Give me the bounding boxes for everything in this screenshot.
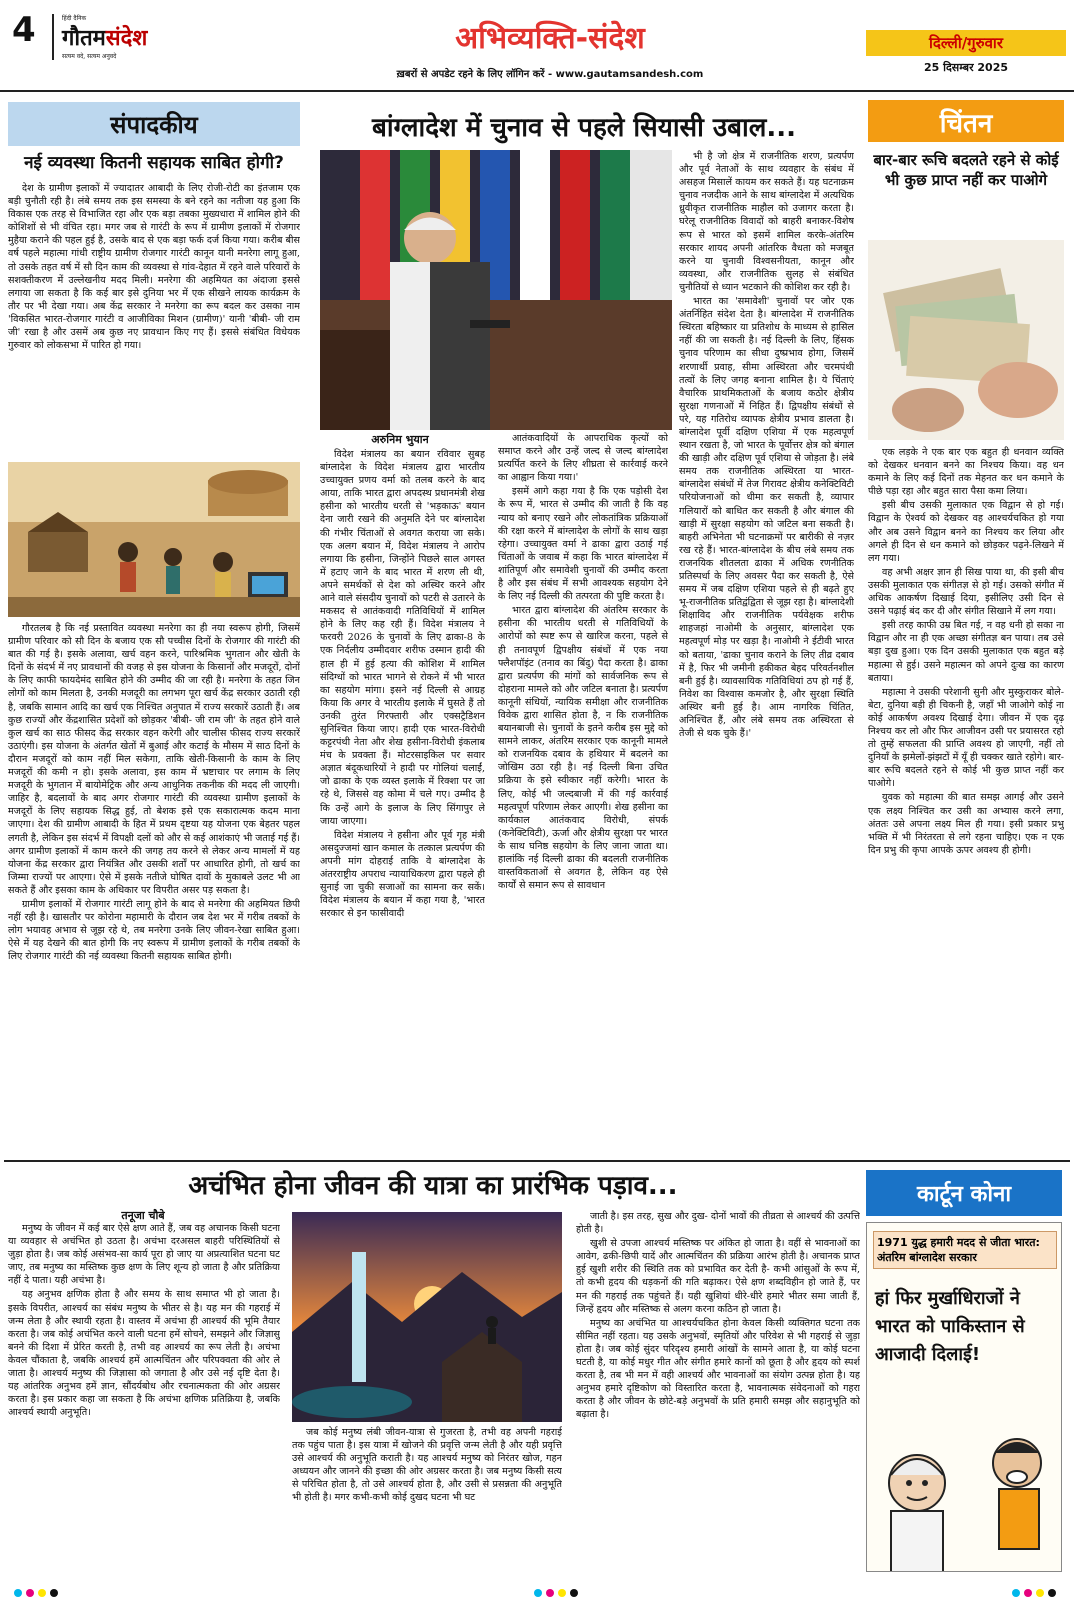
money-photo <box>868 240 1064 440</box>
dateline <box>866 30 1066 75</box>
cartoon-caption: 1971 युद्ध हमारी मदद से जीता भारत: अंतरिम बांग्लादेश सरकार <box>873 1231 1057 1269</box>
page-number: 4 <box>12 10 36 50</box>
edition-title: अभिव्यक्ति-संदेश <box>455 21 645 56</box>
cartoon-characters-image <box>867 1423 1062 1572</box>
lead-headline: बांग्लादेश में चुनाव से पहले सियासी उबाल... <box>371 113 797 143</box>
currency-notes-image <box>868 240 1064 440</box>
lead-column-2: आतंकवादियों के आपराधिक कृत्यों को समाप्त करने और उन्हें जल्द से जल्द बांग्लादेश प्रत्यर्पित करने के लिए शीघ्रता से कार्रवाई करने का आह्वान किया गया।' इसमें आगे कहा गया है कि एक पड़ोसी देश के रूप में, भारत से उम्मीद की जाती है कि वह न्याय को बनाए रखने और लोकतांत्रिक प्रक्रियाओं की रक्षा करने में बांग्लादेश के लोगों के साथ खड़ा रहेगा। उच्चायुक्त वर्मा ने ढाका द्वारा उठाई गई चिंताओं के जवाब में कहा कि भारत बांग्लादेश में शांतिपूर्ण और समावेशी चुनावों की उम्मीद करता है और इस संबंध में सभी आवश्यक सहयोग देने के लिए नई दिल्ली की तत्परता की पुष्टि करता है। भारत द्वारा बांग्लादेश की अंतरिम सरकार के हसीना की भारतीय धरती से गतिविधियों के आरोपों को स्पष्ट रूप से खारिज करना, पहले से ही तनावपूर्ण द्विपक्षीय संबंधों में एक नया फ्लैशपॉइंट (तनाव का बिंदु) पैदा करता है। ढाका द्वारा प्रत्यर्पण की मांगों को सार्वजनिक रूप से दोहराना मामले को और जटिल बनाता है। प्रत्यर्पण कानूनी संधियों, न्यायिक समीक्षा और राजनीतिक विवेक द्वारा शासित होता है, न कि राजनीतिक बयानबाजी से। चुनावों के इतने करीब इस मुद्दे को सामने लाकर, अंतरिम सरकार एक कानूनी मामले को राजनयिक दबाव के हथियार में बदलने का जोखिम उठा रही है। नई दिल्ली बिना उचित प्रक्रिया के इसे स्वीकार नहीं करेगी। भारत के लिए, कोई भी जल्दबाजी में की गई कार्रवाई महत्वपूर्ण परिणाम लेकर आएगी। शेख हसीना का कार्यकाल आतंकवाद विरोधी, संपर्क (कनेक्टिविटी), ऊर्जा और क्षेत्रीय सुरक्षा पर भारत के साथ घनिष्ठ सहयोग के लिए जाना जाता था। हालांकि नई दिल्ली ढाका की बदलती राजनीतिक वास्तविकताओं से अवगत है, लेकिन वह ऐसे कार्यों से समान रूप से सावधान <box>498 433 668 892</box>
rural-employment-illustration <box>8 462 300 617</box>
lead-column-1: विदेश मंत्रालय का बयान रविवार सुबह बांग्लादेश के विदेश मंत्रालय द्वारा भारतीय उच्चायुक्त प्रणय वर्मा को तलब करने के बाद आया, ताकि भारत द्वारा अपदस्थ प्रधानमंत्री शेख हसीना को भारतीय धरती से 'भड़काऊ' बयान देना जारी रखने की अनुमति देने पर बांग्लादेश की गंभीर चिंताओं से अवगत कराया जा सके। एक अलग बयान में, विदेश मंत्रालय ने आरोप लगाया कि हसीना, जिन्होंने पिछले साल अगस्त में हटाए जाने के बाद भारत में शरण ली थी, अपने समर्थकों से देश को अस्थिर करने और आने वाले संसदीय चुनावों को पटरी से उतारने के मकसद से आतंकवादी गतिविधियों में शामिल होने के लिए कह रही हैं। विदेश मंत्रालय ने फरवरी 2026 के चुनावों के लिए ढाका-8 के एक निर्दलीय उम्मीदवार शरीफ उस्मान हादी की हाल ही में हुई हत्या की कोशिश में शामिल संदिग्धों को भारत भागने से रोकने में भी भारत का सहयोग मांगा। इसने नई दिल्ली से आग्रह किया कि अगर वे भारतीय इलाके में घुसते हैं तो उनकी तुरंत गिरफ्तारी और एक्सट्रैडिशन सुनिश्चित किया जाए। हादी एक भारत-विरोधी कट्टरपंथी नेता और शेख हसीना-विरोधी इंकलाब मंच के प्रवक्ता हैं। मोटरसाइकिल पर सवार अज्ञात बंदूकधारियों ने हादी पर गोलियां चलाईं, जो ढाका के एक व्यस्त इलाके में रिक्शा पर जा रहे थे, जिससे वह कोमा में चले गए। उम्मीद है कि उन्हें आगे के इलाज के लिए सिंगापुर ले जाया जाएगा। विदेश मंत्रालय ने हसीना और पूर्व गृह मंत्री असदुज्जमां खान कमाल के तत्काल प्रत्यर्पण की अपनी मांग दोहराई ताकि वे बांग्लादेश के अंतरराष्ट्रीय अपराध न्यायाधिकरण द्वारा पहले ही सुनाई जा चुकी सजाओं का सामना कर सकें। विदेश मंत्रालय के बयान में कहा गया है, 'भारत सरकार से इन फासीवादी <box>320 449 485 920</box>
lead-photo <box>320 150 672 430</box>
lead-column-3: भी है जो क्षेत्र में राजनीतिक शरण, प्रत्यर्पण और पूर्व नेताओं के साथ व्यवहार के संबंध में असहज मिसालें कायम कर सकते हैं। यह घटनाक्रम चुनाव नजदीक आने के साथ बांग्लादेश में अत्यधिक ध्रुवीकृत राजनीतिक माहौल को उजागर करता है। घरेलू राजनीतिक विवादों को बाहरी बनाकर-विशेष रूप से भारत को इसमें शामिल करके-अंतरिम सरकार शायद अपनी आंतरिक वैधता को मजबूत करने या चुनावी विश्वसनीयता, कानून और व्यवस्था, और राजनीतिक सुलह से संबंधित चुनौतियों से ध्यान भटकाने की कोशिश कर रही है। भारत का 'समावेशी' चुनावों पर जोर एक अंतर्निहित संदेश देता है। बांग्लादेश में राजनीतिक स्थिरता बहिष्कार या प्रतिशोध के माध्यम से हासिल नहीं की जा सकती है। नई दिल्ली के लिए, हिंसक चुनाव परिणाम का सीधा दुष्प्रभाव होगा, जिसमें शरणार्थी प्रवाह, सीमा अस्थिरता और चरमपंथी तत्वों के लिए जगह बनाना शामिल है। ये चिंताएं वैचारिक प्राथमिकताओं के बजाय कठोर क्षेत्रीय सुरक्षा गणनाओं में निहित हैं। द्विपक्षीय संबंधों से परे, यह गतिरोध व्यापक क्षेत्रीय प्रभाव डालता है। बांग्लादेश पूर्वी दक्षिण एशिया में एक महत्वपूर्ण स्थान रखता है, जो भारत के पूर्वोत्तर क्षेत्र को बंगाल की खाड़ी और दक्षिण पूर्व एशिया से जोड़ता है। लंबे समय तक राजनीतिक अस्थिरता या भारत-बांग्लादेश संबंधों में तेज गिरावट क्षेत्रीय कनेक्टिविटी परियोजनाओं को धीमा कर सकती है, व्यापार गलियारों को बाधित कर सकती है और बंगाल की खाड़ी में सुरक्षा सहयोग को जटिल बना सकती है। बाहरी अभिनेता भी घटनाक्रमों पर बारीकी से नज़र रख रहे हैं। भारत-बांग्लादेश के बीच लंबे समय तक राजनयिक शीतलता ढाका में अधिक रणनीतिक प्रतिस्पर्धा के लिए अवसर पैदा कर सकती है, ऐसे समय में जब दक्षिण एशिया पहले से ही बढ़ते हुए भू-राजनीतिक प्रतिद्वंद्विता से जूझ रहा है। बांग्लादेशी शिक्षाविद और राजनीतिक पर्यवेक्षक शरीफ शाहजहां नाओमी के अनुसार, बांग्लादेश एक महत्वपूर्ण मोड़ पर खड़ा है। नाओमी ने ईटीवी भारत को बताया, 'ढाका चुनाव कराने के लिए तीव्र दबाव में है, फिर भी जमीनी हकीकत बेहद परिवर्तनशील बनी हुई है। व्यावसायिक गतिविधियां ठप हो गई हैं, निवेश का विश्वास कमजोर है, और सुरक्षा स्थिति अस्थिर बनी हुई है। आम नागरिक चिंतित, अनिश्चित हैं, और लंबे समय तक अस्थिरता से तेजी से थक चुके हैं।' <box>679 151 854 740</box>
section-divider <box>4 1160 1070 1162</box>
brand-logo <box>52 14 182 60</box>
editorial-body-bottom: गौरतलब है कि नई प्रस्तावित व्यवस्था मनरेगा का ही नया स्वरूप होगी, जिसमें ग्रामीण परिवार को सौ दिन के बजाय एक सौ पच्चीस दिनों के रोजगार की गारंटी की बात की गई है। इसके अलावा, खर्च वहन करने, पारिश्रमिक भुगतान और खेती के दिनों के संदर्भ में नए प्रावधानों की वजह से इस योजना के किसानों और मजदूरों, दोनों के लिए काफी फायदेमंद साबित होने की उम्मीद की जा रही है। मनरेगा के तहत जिन लोगों को काम मिलता है, उनकी मजदूरी का लगभग पूरा खर्च केंद्र सरकार उठाती रही है, जबकि सामान आदि का खर्च एक निश्चित अनुपात में राज्य सरकारें उठाती हैं। अब कुछ राज्यों और केंद्रशासित प्रदेशों को छोड़कर 'बीबी- जी राम जी' के तहत होने वाले कुल खर्च का साठ फीसद केंद्र सरकार वहन करेगी और चालीस फीसद राज्य सरकारें उठाएंगी। इस योजना के अंतर्गत खेतों में बुआई और कटाई के मौसम में साठ दिनों के दौरान मजदूरों को काम नहीं मिल सकेगा, ताकि खेती-किसानी के काम के लिए मजदूरों की कमी न हो। इसके अलावा, इस काम में भ्रष्टाचार पर लगाम के लिए मजदूरी के भुगतान में बायोमेट्रिक और अन्य आधुनिक तकनीक की मदद ली जाएगी। जाहिर है, बदलावों के बाद अगर रोजगार गारंटी की व्यवस्था ग्रामीण इलाकों के मजदूरों के लिए सहायक सिद्ध हुई, तो बेशक इसे एक सकारात्मक कदम माना जाएगा। देश की ग्रामीण आबादी के हित में प्रथम दृष्टया यह योजना एक बेहतर पहल लगती है, लेकिन इस संदर्भ में विपक्षी दलों को और से कई आशंकाएं भी जताई गई हैं। अगर ग्रामीण इलाकों में काम करने की जगह तय करने से लेकर अन्य मामलों में यह योजना केंद्र सरकार द्वारा नियंत्रित और उसकी शर्तों पर आधारित होगी, तो खर्च का जिम्मा राज्यों पर आएगा। ऐसे में इसके नतीजे घोषित दावों के मुकाबले उलट भी आ सकते हैं और इसका काम के अधिकार पर विपरीत असर पड़ सकता है। ग्रामीण इलाकों में रोजगार गारंटी लागू होने के बाद से मनरेगा की अहमियत छिपी नहीं रही है। खासतौर पर कोरोना महामारी के दौरान जब देश भर में गरीब तबकों के लोग भयावह अभाव से जूझ रहे थे, तब मनरेगा उनके लिए जीवन-रेखा साबित हुआ। ऐसे में यह देखने की बात होगी कि नए स्वरूप में ग्रामीण इलाकों के गरीब तबकों के लिए रोजगार गारंटी की नई व्यवस्था कितनी सहायक साबित होगी। <box>8 623 300 963</box>
feature-column-2: जब कोई मनुष्य लंबी जीवन-यात्रा से गुजरता है, तभी वह अपनी गहराई तक पहुंच पाता है। इस यात्रा में खोजने की प्रवृत्ति जन्म लेती है और यही प्रवृत्ति उसे आश्चर्य की अनुभूति कराती है। यह आश्चर्य मनुष्य को निरंतर खोज, गहन अध्ययन और जानने की इच्छा की ओर अग्रसर करता है। जब मनुष्य किसी सत्य से परिचित होता है, तो उसे आश्चर्य होता है, और उसी से प्रसन्नता की अनुभूति भी होती है। मगर कभी-कभी कोई दुखद घटना भी घट <box>292 1427 562 1504</box>
feature-column-1: मनुष्य के जीवन में कई बार ऐसे क्षण आते हैं, जब वह अचानक किसी घटना या व्यवहार से अचंभित हो उठता है। अचंभा दरअसल बाहरी परिस्थितियों से जुड़ा होता है। जब कोई असंभव-सा कार्य पूरा हो जाए या अप्रत्याशित घटना घट जाए, तब मनुष्य का मस्तिष्क कुछ क्षण के लिए शून्य हो जाता है और प्रतिक्रिया नहीं दे पाता। यही अचंभा है। यह अनुभव क्षणिक होता है और समय के साथ समाप्त भी हो जाता है। इसके विपरीत, आश्चर्य का संबंध मनुष्य के भीतर से है। यह मन की गहराई में जन्म लेता है और स्थायी रहता है। वास्तव में अचंभा ही आश्चर्य की भूमि तैयार करता है। जब कोई अचंभित करने वाली घटना हमें सोचने, समझने और जिज्ञासु बनने की दिशा में प्रेरित करती है, तभी वह आश्चर्य का रूप लेती है। अचंभा केवल चौंकाता है, जबकि आश्चर्य हमें आत्मचिंतन और परिपक्वता की ओर ले जाता है। आश्चर्य मनुष्य की जिज्ञासा को जगाता है और उसे नई दृष्टि देता है। यह आंतरिक अनुभव हमें ज्ञान, सौंदर्यबोध और रचनात्मकता की ओर अग्रसर करता है। इस प्रकार कहा जा सकता है कि अचंभा क्षणिक प्रतिक्रिया है, जबकि आश्चर्य स्थायी अनुभूति। <box>8 1223 280 1419</box>
feature-photo <box>292 1212 562 1422</box>
feature-headline: अचंभित होना जीवन की यात्रा का प्रारंभिक पड़ाव... <box>188 1171 678 1201</box>
lead-byline: अरुनिम भुयान <box>371 433 429 446</box>
brand-tagline: सत्यम वदे, सत्यम अनुवदे <box>62 53 117 60</box>
cartoon-panel <box>866 1222 1062 1572</box>
print-registration-marks <box>0 1586 1074 1600</box>
editorial-section-head: संपादकीय <box>8 102 300 146</box>
issue-date: 25 दिसम्बर 2025 <box>923 61 1009 74</box>
editorial-body-top: देश के ग्रामीण इलाकों में ज्यादातर आबादी के लिए रोजी-रोटी का इंतजाम एक बड़ी चुनौती रही है। लंबे समय तक इस समस्या के बने रहने का नतीजा यह हुआ कि विकास एक तरह से विभाजित रहा और एक बड़ा तबका मुख्यधारा में शामिल होने की कोशिशों से भी वंचित रहा। मगर जब से गारंटी के रूप में ग्रामीण इलाकों में रोजगार मुहैया कराने की पहल हुई है, उसके बाद से एक बड़ा फर्क दर्ज किया गया। करीब बीस वर्ष पहले महात्मा गांधी राष्ट्रीय ग्रामीण रोजगार गारंटी कानून यानी मनरेगा लागू हुआ, तो उसके तहत वर्ष में सौ दिन काम की व्यवस्था से गांव-देहात में रहने वाले परिवारों के सशक्तीकरण में उल्लेखनीय मदद मिली। मनरेगा की अहमियत का अंदाजा इससे लगाया जा सकता है कि कई बार इसे दुनिया भर में एक सीखने लायक कार्यक्रम के तौर पर भी देखा गया। अब केंद्र सरकार ने मनरेगा का रूप बदल कर उसका नाम 'विकसित भारत-रोजगार गारंटी व आजीविका मिशन (ग्रामीण)' यानी 'बीबी- जी राम जी' रखा है और उसमें अब कुछ नए प्रावधान किए गए हैं। इससे संबंधित विधेयक गुरुवार को लोकसभा में पारित हो गया। <box>8 183 300 352</box>
editorial-title: नई व्यवस्था कितनी सहायक साबित होगी? <box>24 153 284 173</box>
city-day: दिल्ली/गुरुवार <box>866 30 1066 56</box>
feature-byline: तनूजा चौबे <box>121 1209 165 1222</box>
chintan-title: बार-बार रूचि बदलते रहने से कोई भी कुछ प्राप्त नहीं कर पाओगे <box>873 151 1059 189</box>
chintan-body: एक लड़के ने एक बार एक बहुत ही धनवान व्यक्ति को देखकर धनवान बनने का निश्चय किया। वह धन कमाने के लिए कई दिनों तक मेहनत कर धन कमाने के पीछे पड़ा रहा और बहुत सारा पैसा कमा लिया। इसी बीच उसकी मुलाकात एक विद्वान से हो गई। विद्वान के ऐश्वर्य को देखकर वह आश्चर्यचकित हो गया और अब उसने विद्वान बनने का निश्चय कर लिया और अगले ही दिन से धन कमाने को छोड़कर पढ़ने-लिखने में लग गया। वह अभी अक्षर ज्ञान ही सिख पाया था, की इसी बीच उसकी मुलाकात एक संगीतज्ञ से हो गई। उसको संगीत में अधिक आकर्षण दिखाई दिया, इसीलिए उसी दिन से उसने पढ़ाई बंद कर दी और संगीत सिखाने में लग गया। इसी तरह काफी उम्र बित गई, न वह धनी हो सका ना विद्वान और ना ही एक अच्छा संगीतज्ञ बन पाया। तब उसे बड़ा दुख हुआ। एक दिन उसकी मुलाकात एक बहुत बड़े महात्मा से हुई। उसने महात्मन को अपने दुःख का कारण बताया। महात्मा ने उसकी परेशानी सुनी और मुस्कुराकर बोले- बेटा, दुनिया बड़ी ही चिकनी है, जहाँ भी जाओगे कोई ना कोई आकर्षण अवश्य दिखाई देगा। जीवन में एक दृढ़ निश्चय कर लो और फिर आजीवन उसी पर प्रयासरत रहो तो तुम्हें सफलता की प्राप्ति अवश्य हो जाएगी, नहीं तो दुनियाँ के झमेलों-झंझटों में यूँ ही चक्कर खाते रहोगे। बार-बार रूचि बदलते रहने से कोई भी कुछ प्राप्त नहीं कर पाओगे। युवक को महात्मा की बात समझ आगई और उसने एक लक्ष्य निश्चित कर उसी का अभ्यास करने लगा, अंततः उसे अपना लक्ष्य मिल ही गया। इसी प्रकार प्रभु भक्ति में भी निरंतरता से लगे रहना चाहिए। एक न एक दिन प्रभु की कृपा आपके ऊपर अवश्य ही होगी। <box>868 447 1064 856</box>
brand-name: गौतमसंदेश <box>62 26 148 51</box>
rural-work-scene-image <box>8 462 300 617</box>
cartoon-section-head: कार्टून कोना <box>866 1170 1062 1216</box>
speaker-podium-photo <box>320 150 672 430</box>
chintan-section-head: चिंतन <box>868 100 1064 142</box>
masthead <box>0 0 1074 92</box>
website-tagline[interactable]: ख़बरों से अपडेट रहने के लिए लॉगिन करें - www.gautamsandesh.com <box>396 69 704 80</box>
brand-top-text: हिंदी दैनिक <box>62 15 87 22</box>
cartoon-speech-bubble: हां फिर मुर्खाधिराजों ने भारत को पाकिस्तान से आजादी दिलाई! <box>875 1288 1025 1365</box>
feature-column-3: जाती है। इस तरह, सुख और दुख- दोनों भावों की तीव्रता से आश्चर्य की उत्पत्ति होती है। खुशी से उपजा आश्चर्य मस्तिष्क पर अंकित हो जाता है। वहीं से भावनाओं का आवेग, ढकी-छिपी यादें और आत्मचिंतन की प्रक्रिया आरंभ होती है। अचानक प्राप्त हुई खुशी शरीर की स्थिति तक को प्रभावित कर देती है- कभी आंसुओं के रूप में, तो कभी हृदय की धड़कनों की गति बढ़ाकर। ऐसे क्षण शब्दविहीन हो जाते हैं, पर मन की गहराई तक पहुंचते हैं। यही खुशियां धीरे-धीरे हमारे भीतर समा जाती हैं, जिन्हें हृदय और मस्तिष्क से अलग करना कठिन हो जाता है। मनुष्य का अचंभित या आश्चर्यचकित होना केवल किसी व्यक्तिगत घटना तक सीमित नहीं रहता। यह उसके अनुभवों, स्मृतियों और परिवेश से भी गहराई से जुड़ा होता है। जब कोई सुंदर परिदृश्य हमारी आंखों के सामने आता है, या कोई घटना घटती है, या कोई मधुर गीत और संगीत हमारे कानों को छूता है और हृदय को स्पर्श करता है, तब भी मन में वही आश्चर्य और भावनाओं का संयोग उत्पन्न होता है। यह अनुभव हमारे दृष्टिकोण को विस्तारित करता है, भावनात्मक संवेदनाओं को गहरा करता है और जीवन के छोटे-बड़े अनुभवों के प्रति हमारी समझ और सहानुभूति को बढ़ाता है। <box>576 1211 860 1421</box>
waterfall-landscape-image <box>292 1212 562 1422</box>
